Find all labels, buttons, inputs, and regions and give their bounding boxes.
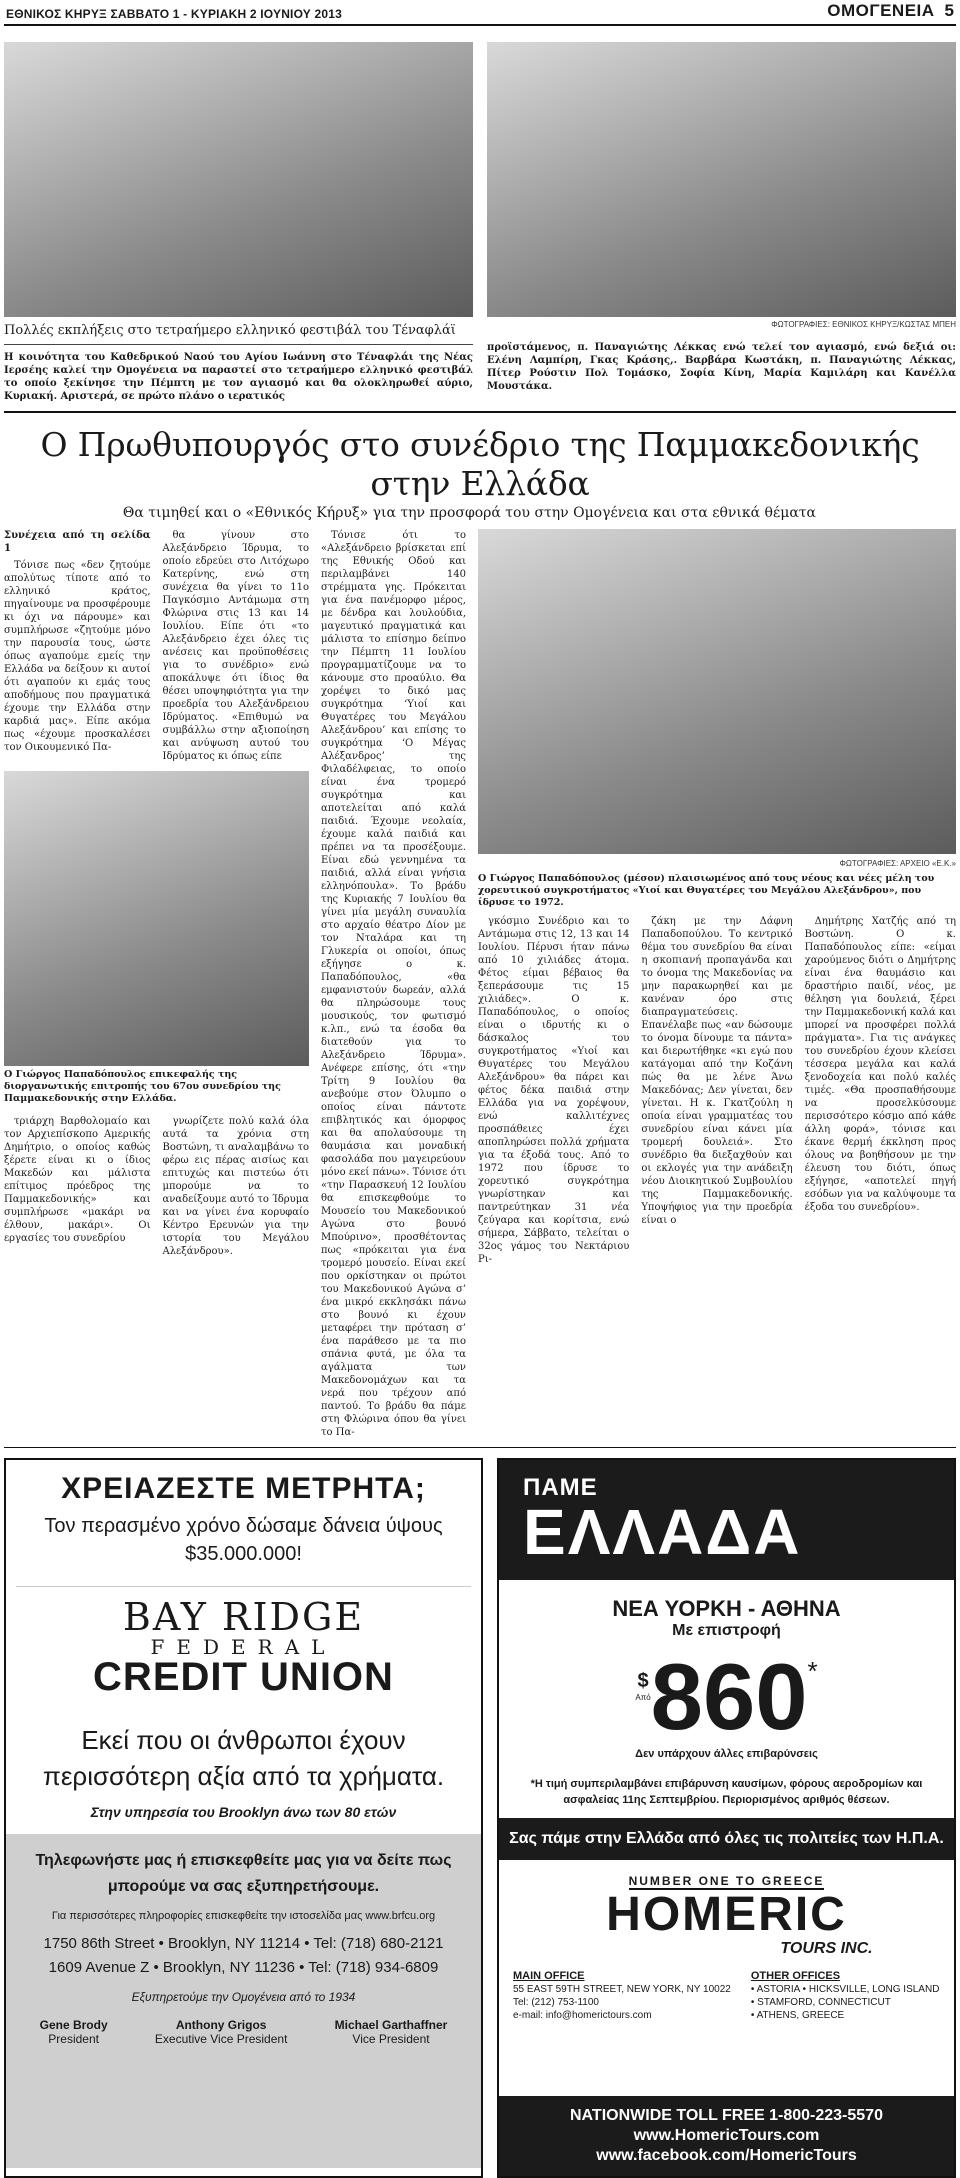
ads-row bbox=[4, 1458, 956, 2178]
paragraph: γνωρίζετε πολύ καλά όλα αυτά τα χρόνια στη Βοστώνη, τι αναλαμβάνω το φέρω εις πέρας αισίως και επιτυχώς και πιστεύω ότι μπορούμε να το αναδείξουμε αυτό το Ίδρυμα και να γίνει ένα κορυφαίο Κέντρο Ερευνών για την ιστορία του Μεγάλου Αλεξάνδρου». bbox=[162, 1116, 309, 1257]
photo-papadopoulos bbox=[4, 771, 309, 1066]
photo-caption-papadopoulos: Ο Γιώργος Παπαδόπουλος επικεφαλής της διοργανωτικής επιτροπής του 67ου συνεδρίου της Παμμακεδονικής στην Ελλάδα. bbox=[4, 1069, 281, 1104]
ad-address-1: 1750 86th Street • Brooklyn, NY 11214 • Tel: (718) 680-2121 bbox=[43, 1935, 444, 1952]
ad-call: Τηλεφωνήστε μας ή επισκεφθείτε μας για να δείτε πως μπορούμε να σας εξυπηρετήσουμε. bbox=[35, 1852, 452, 1895]
paragraph: Τόνισε ότι το «Αλεξάνδρειο βρίσκεται επί της Εθνικής Οδού και περιλαμβάνει 140 στρέμματα γης. Πρόκειται για ένα πανέμορφο μέρος, με δένδρα και λουλούδια, μαγευτικό πραγματικά και μάλιστα το επίσημο δείπνο την Πέμπτη 11 Ιουλίου προγραμματίζουμε να το κάνουμε στο προαύλιο. Θα χορέψει το δικό μας συγκρότημα ‘Υιοί και Θυγατέρες του Μεγάλου Αλεξάνδρου’ και επίσης το συγκρότημα ‘Ο Μέγας Αλέξανδρος’ της Φιλαδέλφειας, το οποίο είναι ένα τρομερό συγκρότημα και αποτελείται από καλά παιδιά. Έχουμε νεολαία, έχουμε καλά παιδιά και πρέπει να τα προσέξουμε. Είναι εδώ γεννημένα τα παιδιά, αλλά είναι γνήσια ελληνόπουλα». Το βράδυ της Κυριακής 7 Ιουλίου θα γίνει μία μεγάλη συναυλία στο αρχαίο θέατρο Δίον με τον Νταλάρα και τη Γλυκερία οι οποίοι, όπως εξήγησε ο κ. Παπαδόπουλος, «θα εμφανιστούν δωρεάν, αλλά θα πληρώσουμε τους μουσικούς, τον φωτισμό κ.λπ., ενώ τα έσοδα θα διατεθούν για το Αλεξάνδρειο Ίδρυμα». Ανέφερε επίσης, ότι «την Τρίτη 9 Ιουλίου θα ανεβούμε στον Όλυμπο ο οποίος είναι πάντοτε επιβλητικός και όμορφος και θα απολαύσουμε τη θαυμάσια και μοναδική φασολάδα που μαγειρεύουν μόνο εκεί πάνω». Τόνισε ότι «την Παρασκευή 12 Ιουλίου θα επισκεφθούμε το Μουσείο του Μακεδονικού Αγώνα στο βουνό Μπούρινο», προσθέτοντας πως «πρόκειται για ένα τρομερό μουσείο. Είναι εκεί που ορκίστηκαν οι πρώτοι του Μακεδονικού Αγώνα σ’ ένα μικρό εκκλησάκι πάνω στο βουνό κι έχουν μεταφέρει την πρόταση σ’ ένα παράθεσο με τα πιο σπάνια φυτά, με όλα τα αγάλματα των Μακεδονομάχων και τα νερά που τρέχουν από παντού. Το βράδυ θα πάμε στη Φλώρινα όπου θα γίνει το Πα- bbox=[321, 530, 466, 1438]
ad-ellada: ΕΛΛΑΔΑ bbox=[523, 1496, 802, 1568]
top-caption-right: προϊστάμενος, π. Παναγιώτης Λέκκας ενώ τελεί τον αγιασμό, ενώ δεξιά οι: Ελένη Λαμπίρη, Γκας Κράσης,. Βαρβάρα Κωστάκη, π. Παναγιώτης Λέκκας, Πίτερ Ρούστιν Πολ Τομάσκο, Σοφία Κίνη, Μαρία Καμιλάρη και Κανέλλα Μουστάκα. bbox=[487, 342, 956, 392]
ad-since: Εξυπηρετούμε την Ομογένεια από το 1934 bbox=[131, 1990, 356, 2004]
ad-bay-ridge-sub: Τον περασμένο χρόνο δώσαμε δάνεια ύψους $35.000.000! bbox=[44, 1515, 443, 1565]
continued-from: Συνέχεια από τη σελίδα 1 bbox=[4, 530, 151, 554]
top-caption-left: Η κοινότητα του Καθεδρικού Ναού του Αγίου Ιωάννη στο Τέναφλάι της Νέας Ιερσέης καλεί την Ομογένεια να παραστεί στο τετραήμερο ελληνικό φεστιβάλ το οποίο ξεκίνησε την Πέμπτη με τον αγιασμό και θα ολοκληρωθεί αύριο, Κυριακή. Αριστερά, σε πρώτο πλάνο ο ιερατικός bbox=[4, 352, 473, 402]
ad-banner: Σας πάμε στην Ελλάδα από όλες τις πολιτείες των Η.Π.Α. bbox=[499, 1818, 954, 1860]
paragraph: θα γίνουν στο Αλεξάνδρειο Ίδρυμα, το οποίο εδρεύει στο Λιτόχωρο Κατερίνης, ενώ στη συνέχεια θα γίνει το 11ο Παγκόσμιο Αντάμωμα στη Φλώρινα στις 13 και 14 Ιουλίου. Είπε ότι «το Αλεξάνδρειο έχει όλες τις ανέσεις και προϋποθέσεις για το συνέδριο» ενώ αποκάλυψε ότι ίδιος θα θέσει υποψηφιότητα για την προεδρία του Αλεξάνδρειου Ιδρύματος. «Επιθυμώ να συμβάλλω στην αξιοποίηση και ανύψωση αυτού του Ιδρύματος κι όπως είπε bbox=[162, 530, 309, 762]
top-story bbox=[4, 42, 956, 403]
ad-route: ΝΕΑ ΥΟΡΚΗ - ΑΘΗΝΑ bbox=[612, 1596, 841, 1621]
ad-homeric bbox=[497, 1458, 956, 2178]
bay-ridge-logo: BAY RIDGE FEDERAL CREDIT UNION bbox=[16, 1586, 471, 1700]
ad-contact-bar: NATIONWIDE TOLL FREE 1-800-223-5570 www.HomericTours.com www.facebook.com/HomericTours bbox=[499, 2096, 954, 2176]
top-photo-credit: ΦΩΤΟΓΡΑΦΙΕΣ: ΕΘΝΙΚΟΣ ΚΗΡΥΞ/ΚΩΣΤΑΣ ΜΠΕΗ bbox=[771, 320, 956, 329]
ad-pame: ΠΑΜΕ bbox=[523, 1474, 598, 1501]
ad-web: Για περισσότερες πληροφορίες επισκεφθείτε την ιστοσελίδα μας www.brfcu.org bbox=[51, 1910, 436, 1922]
ad-fine-print: *Η τιμή συμπεριλαμβάνει επιβάρυνση καυσίμων, φόρους αεροδρομίων και ασφαλείας 11ης Σεπτεμβρίου. Περιορισμένος αριθμός θέσεων. bbox=[530, 1778, 923, 1806]
homeric-logo: NUMBER ONE TO GREECE HOMERIC TOURS INC. bbox=[606, 1874, 873, 1957]
paragraph: ζάκη με την Δάφνη Παπαδοπούλου. Το κεντρικό θέμα του συνεδρίου θα είναι η σκοπιανή προπαγάνδα και το όνομα της Μακεδονίας να μην παρακωρηθεί και με κανέναν όρο στις διαπραγματεύσεις. Επανέλαβε πως «αν δώσουμε το όνομα δίνουμε τα πάντα» και διερωτήθηκε «κι εγώ που κατάγομαι από την Κοζάνη πώς θα με λένε Άνω Μακεδόνας; Δεν γίνεται, δεν γίνεται. Η κ. Γκατζούλη η οποία είναι γραμματέας του συνεδρίου είναι κάνει μία τρομερή δουλειά». Στο συνέδριο θα διεξαχθούν και οι εκλογές για την ανάδειξη νέου Διοικητικού Συμβουλίου της Παμμακεδονικής. Υποψήφιος για την προεδρία είναι ο bbox=[641, 916, 793, 1226]
ad-nocharge: Δεν υπάρχουν άλλες επιβαρύνσεις bbox=[635, 1748, 818, 1760]
photo-ribbon-cutting bbox=[487, 42, 956, 317]
price-value: 860 bbox=[650, 1644, 808, 1749]
ad-bay-ridge-headline: ΧΡΕΙΑΖΕΣΤΕ ΜΕΤΡΗΤΑ; bbox=[61, 1472, 426, 1505]
article-body bbox=[4, 529, 956, 1439]
paragraph: Δημήτρης Χατζής από τη Βοστώνη. Ο κ. Παπαδόπουλος είπε: «είμαι χαρούμενος διότι ο Δημήτρης είναι ένα θαυμάσιο και δραστήριο παιδί, νέος, με θέληση για δουλειά, ξέρει την Παμμακεδονική καλά και μπορεί να προσφέρει πολλά πράγματα». Για τις ανάγκες του συνεδρίου έχουν κλείσει τέσσερα μεγάλα και καλά ξενοδοχεία και πολύ καλές τιμές. «Θα προσπαθήσουμε να προσελκύσουμε περισσότερο κόσμο από κάθε άλλη φορά», τόνισε και έκανε θερμή έκκληση προς όλους να βοηθήσουν με την έλευση του διότι, όπως εξήγησε, «αποτελεί πηγή εσόδων για να καλύψουμε τα έξοδα του συνεδρίου». bbox=[804, 916, 956, 1213]
header-masthead: ΕΘΝΙΚΟΣ ΚΗΡΥΞ ΣΑΒΒΑΤΟ 1 - ΚΥΡΙΑΚΗ 2 ΙΟΥΝΙΟΥ 2013 bbox=[6, 7, 343, 21]
ad-return: Με επιστροφή bbox=[672, 1622, 781, 1639]
dance-photo-credit: ΦΩΤΟΓΡΑΦΙΕΣ: ΑΡΧΕΙΟ «Ε.Κ.» bbox=[839, 859, 956, 868]
page-number: 5 bbox=[944, 1, 954, 20]
page-header bbox=[4, 0, 956, 26]
ad-service: Στην υπηρεσία του Brooklyn άνω των 80 ετών bbox=[90, 1804, 397, 1820]
ad-address-2: 1609 Avenue Z • Brooklyn, NY 11236 • Tel: (718) 934-6809 bbox=[48, 1959, 439, 1976]
ad-bay-ridge bbox=[4, 1458, 483, 2178]
ad-execs: Gene Brody President Anthony Grigos Executive Vice President Michael Garthaffner Vice President bbox=[39, 2018, 448, 2046]
photo-caption-dance: Ο Γιώργος Παπαδόπουλος (μέσον) πλαισιωμένος από τους νέους και νέες μέλη του χορευτικού συγκροτήματος «Υιοί και Θυγατέρες του Μεγάλου Αλεξάνδρου», που ίδρυσε το 1972. bbox=[478, 873, 935, 908]
article-headline: Ο Πρωθυπουργός στο συνέδριο της Παμμακεδονικής στην Ελλάδα bbox=[40, 425, 920, 503]
ad-slogan: Εκεί που οι άνθρωποι έχουν περισσότερη αξία από τα χρήματα. bbox=[42, 1725, 445, 1791]
photo-dance-group bbox=[478, 529, 956, 854]
header-section: ΟΜΟΓΕΝΕΙΑ bbox=[827, 1, 935, 20]
top-story-title: Πολλές εκπλήξεις στο τετραήμερο ελληνικό φεστιβάλ του Τέναφλάϊ bbox=[4, 323, 473, 345]
article-subhead: Θα τιμηθεί και ο «Εθνικός Κήρυξ» για την προσφορά του στην Ομογένεια και στα εθνικά θέματα bbox=[122, 505, 816, 521]
ad-price: $ Από 860 * bbox=[635, 1644, 818, 1749]
ad-offices: MAIN OFFICE 55 EAST 59TH STREET, NEW YORK, NY 10022 Tel: (212) 753-1100 e-mail: info@homerictours.com OTHER OFFICES • ASTORIA • HICKSVILLE, LONG ISLAND • STAMFORD, CONNECTICUT • ATHENS, GREECE bbox=[513, 1970, 940, 2021]
paragraph: γκόσμιο Συνέδριο και το Αντάμωμα στις 12, 13 και 14 Ιουλίου. Πέρυσι ήταν πάνω από 10 χιλιάδες άτομα. Φέτος είμαι βέβαιος θα ξεπεράσουμε τις 15 χιλιάδες». Ο κ. Παπαδόπουλος, ο οποίος είναι ο ιδρυτής κι ο δάσκαλος του συγκροτήματος «Υιοί και Θυγατέρες του Μεγάλου Αλεξάνδρου» θα πάρει και φέτος δέκα παιδιά στην Ελλάδα για να χορέψουν, ενώ καλλιτέχνες προσπάθειες έχει αποπληρώσει πολλά χρήματα για τα έξοδά τους. Από το 1972 που ίδρυσε το χορευτικό συγκρότημα γνωρίστηκαν και παντρεύτηκαν 31 νέα ζεύγαρα και κορίτσια, ενώ σήμερα, Σάββατο, τελείται ο 32ος γάμος του Νεκτάριου Ρι- bbox=[478, 916, 630, 1265]
paragraph: τριάρχη Βαρθολομαίο και τον Αρχιεπίσκοπο Αμερικής Δημήτριο, ο οποίος καθώς ξέρετε είναι κι ο ίδιος Μακεδών και μάλιστα επίτιμος πρόεδρος της Παμμακεδονικής» και συμπλήρωσε «μακάρι να έλθουν, μακάρι». Οι εργασίες του συνεδρίου bbox=[4, 1116, 151, 1244]
paragraph: Τόνισε πως «δεν ζητούμε απολύτως τίποτε από το ελληνικό κράτος, πηγαίνουμε να προσφέρουμε κι όχι να πάρουμε» και συμπλήρωσε «ζητούμε μόνο την παρουσία τους, ώστε όπως αγαπούμε εμείς την Ελλάδα να δείξουν κι αυτοί ότι αγαπούν κι εμάς τους αποδήμους που πραγματικά έχουμε την Ελλάδα στην καρδιά μας». Είπε ακόμα πως «έχουμε προσκαλέσει τον Οικουμενικό Πα- bbox=[4, 560, 151, 753]
photo-blessing bbox=[4, 42, 473, 317]
